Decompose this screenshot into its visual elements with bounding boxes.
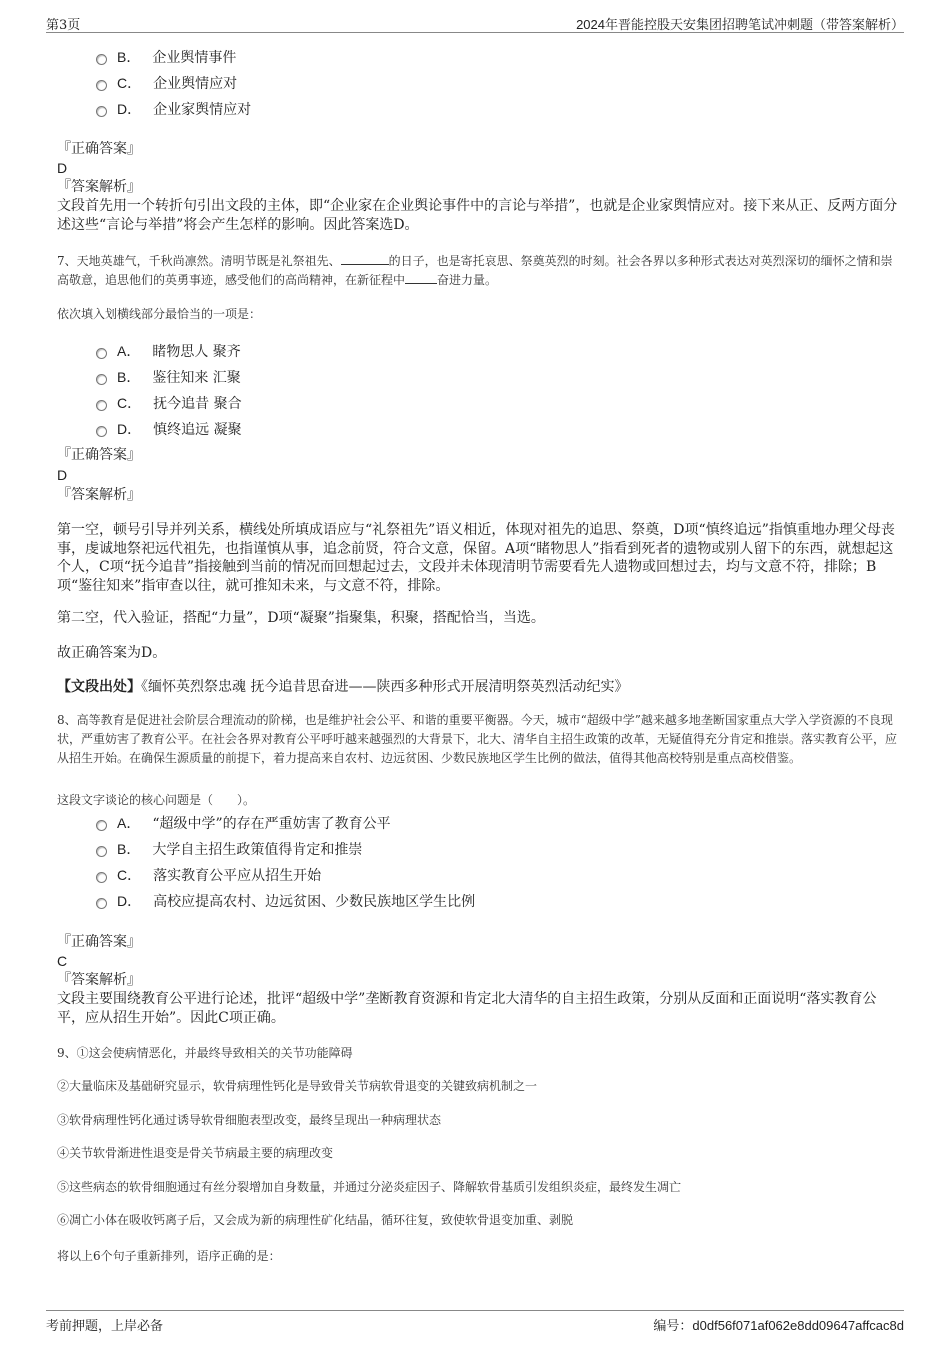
q6-option-b[interactable]: B． 企业舆情事件 — [96, 44, 251, 70]
q9-sentence-4: ④关节软骨渐进性退变是骨关节病最主要的病理改变 — [57, 1146, 334, 1160]
page-footer — [46, 1310, 904, 1334]
q8-options — [96, 810, 475, 914]
q7-stem: 7、天地英雄气，千秋尚凛然。清明节既是礼祭祖先、 的日子，也是寄托哀思、祭奠英烈的时刻。社会各界以多种形式表达对英烈深切的缅怀之情和崇高敬意，追思他们的英勇事迹，感受他们的高尚精神，在新征程中 奋进力量。 — [57, 254, 893, 287]
q7-option-a[interactable]: A． 睹物思人 聚齐 — [96, 338, 242, 364]
q6-option-d[interactable]: D． 企业家舆情应对 — [96, 96, 251, 122]
footer-slogan: 考前押题，上岸必备 — [46, 1319, 164, 1334]
answer-value: D — [57, 160, 68, 176]
document-code: d0df56f071af062e8dd09647affcac8d — [692, 1318, 904, 1333]
q8-option-c[interactable]: C． 落实教育公平应从招生开始 — [96, 862, 475, 888]
radio-icon[interactable] — [96, 54, 107, 65]
q8-option-d[interactable]: D． 高校应提高农村、边远贫困、少数民族地区学生比例 — [96, 888, 475, 914]
radio-icon[interactable] — [96, 898, 107, 909]
answer-value: C — [57, 953, 68, 969]
source-title: 《缅怀英烈祭忠魂 抚今追昔思奋进——陕西多种形式开展清明祭英烈活动纪实》 — [141, 679, 629, 695]
radio-icon[interactable] — [96, 872, 107, 883]
footer-code: 编号：d0df56f071af062e8dd09647affcac8d — [653, 1318, 904, 1334]
page-number: 第3页 — [46, 18, 81, 33]
q7-source — [57, 678, 902, 697]
radio-icon[interactable] — [96, 80, 107, 91]
radio-icon[interactable] — [96, 106, 107, 117]
answer-label: 『正确答案』 — [57, 934, 141, 950]
answer-label: 『正确答案』 — [57, 447, 141, 463]
q7-answer-block — [57, 446, 141, 505]
source-label: 【文段出处】 — [57, 679, 141, 695]
q7-option-c[interactable]: C． 抚今追昔 聚合 — [96, 390, 242, 416]
analysis-label: 『答案解析』 — [57, 487, 141, 503]
q7-prompt: 依次填入划横线部分最恰当的一项是： — [57, 307, 262, 321]
q7-option-b[interactable]: B． 鉴往知来 汇聚 — [96, 364, 242, 390]
page-header — [46, 14, 904, 33]
q9-sentence-6: ⑥凋亡小体在吸收钙离子后，又会成为新的病理性矿化结晶，循环往复，致使软骨退变加重、剥脱 — [57, 1213, 574, 1227]
radio-icon[interactable] — [96, 846, 107, 857]
q6-option-c[interactable]: C． 企业舆情应对 — [96, 70, 251, 96]
q9-sentence-3: ③软骨病理性钙化通过诱导软骨细胞表型改变，最终呈现出一种病理状态 — [57, 1113, 442, 1127]
analysis-text: 文段首先用一个转折句引出文段的主体，即“企业家在企业舆论事件中的言论与举措”，也就是企业家舆情应对。接下来从正、反两方面分述这些“言论与举措”将会产生怎样的影响。因此答案选D。 — [57, 198, 898, 233]
q9-sentence-5: ⑤这些病态的软骨细胞通过有丝分裂增加自身数量，并通过分泌炎症因子、降解软骨基质引发组织炎症，最终发生凋亡 — [57, 1180, 682, 1194]
analysis-label: 『答案解析』 — [57, 972, 141, 988]
q7-option-d[interactable]: D． 慎终追远 凝聚 — [96, 416, 242, 442]
q6-answer-block — [57, 140, 902, 235]
analysis-label: 『答案解析』 — [57, 179, 141, 195]
q8-answer-block — [57, 933, 902, 1028]
q8-prompt: 这段文字谈论的核心问题是（ ）。 — [57, 793, 256, 807]
q6-options — [96, 44, 251, 122]
analysis-text: 文段主要围绕教育公平进行论述，批评“超级中学”垄断教育资源和肯定北大清华的自主招生政策，分别从反面和正面说明“落实教育公平，应从招生开始”。因此C项正确。 — [57, 991, 877, 1026]
blank-1 — [341, 252, 389, 265]
answer-value: D — [57, 467, 68, 483]
q9-prompt: 将以上6个句子重新排列，语序正确的是： — [57, 1249, 281, 1263]
document-title: 2024年晋能控股天安集团招聘笔试冲刺题（带答案解析） — [576, 17, 904, 32]
q7-analysis-p1: 第一空，顿号引导并列关系，横线处所填成语应与“礼祭祖先”语义相近，体现对祖先的追思、祭奠，D项“慎终追远”指慎重地办理父母丧事，虔诚地祭祀远代祖先，也指谨慎从事，追念前贤，符合文意，保留。A项“睹物思人”指看到死者的遗物或别人留下的东西，就想起这个人，C项“抚今追昔”指接触到当前的情况而回想起过去，文段并未体现清明节需要看先人遗物或回想过去，均与文意不符，排除；B项“鉴往知来”指审查以往，就可推知未来，与文意不符，排除。 — [57, 522, 895, 594]
q8-option-a[interactable]: A． “超级中学”的存在严重妨害了教育公平 — [96, 810, 475, 836]
q9-sentence-1: 9、①这会使病情恶化，并最终导致相关的关节功能障碍 — [57, 1046, 353, 1060]
q9-sentence-2: ②大量临床及基础研究显示，软骨病理性钙化是导致骨关节病软骨退变的关键致病机制之一 — [57, 1079, 538, 1093]
radio-icon[interactable] — [96, 426, 107, 437]
blank-2 — [405, 271, 437, 284]
radio-icon[interactable] — [96, 820, 107, 831]
radio-icon[interactable] — [96, 348, 107, 359]
q7-analysis-p2: 第二空，代入验证，搭配“力量”，D项“凝聚”指聚集，积聚，搭配恰当，当选。 — [57, 610, 545, 626]
radio-icon[interactable] — [96, 400, 107, 411]
q7-analysis-p3: 故正确答案为D。 — [57, 645, 167, 661]
answer-label: 『正确答案』 — [57, 141, 141, 157]
q8-option-b[interactable]: B． 大学自主招生政策值得肯定和推崇 — [96, 836, 475, 862]
q8-stem: 8、高等教育是促进社会阶层合理流动的阶梯，也是维护社会公平、和谐的重要平衡器。今天，城市“超级中学”越来越多地垄断国家重点大学入学资源的不良现状，严重妨害了教育公平。在社会各界对教育公平呼吁越来越强烈的大背景下，北大、清华自主招生政策的改革，无疑值得充分肯定和推崇。落实教育公平，应从招生开始。在确保生源质量的前提下，着力提高来自农村、边远贫困、少数民族地区学生比例的做法，值得其他高校特别是重点高校借鉴。 — [57, 713, 898, 765]
radio-icon[interactable] — [96, 374, 107, 385]
q7-options — [96, 338, 242, 442]
